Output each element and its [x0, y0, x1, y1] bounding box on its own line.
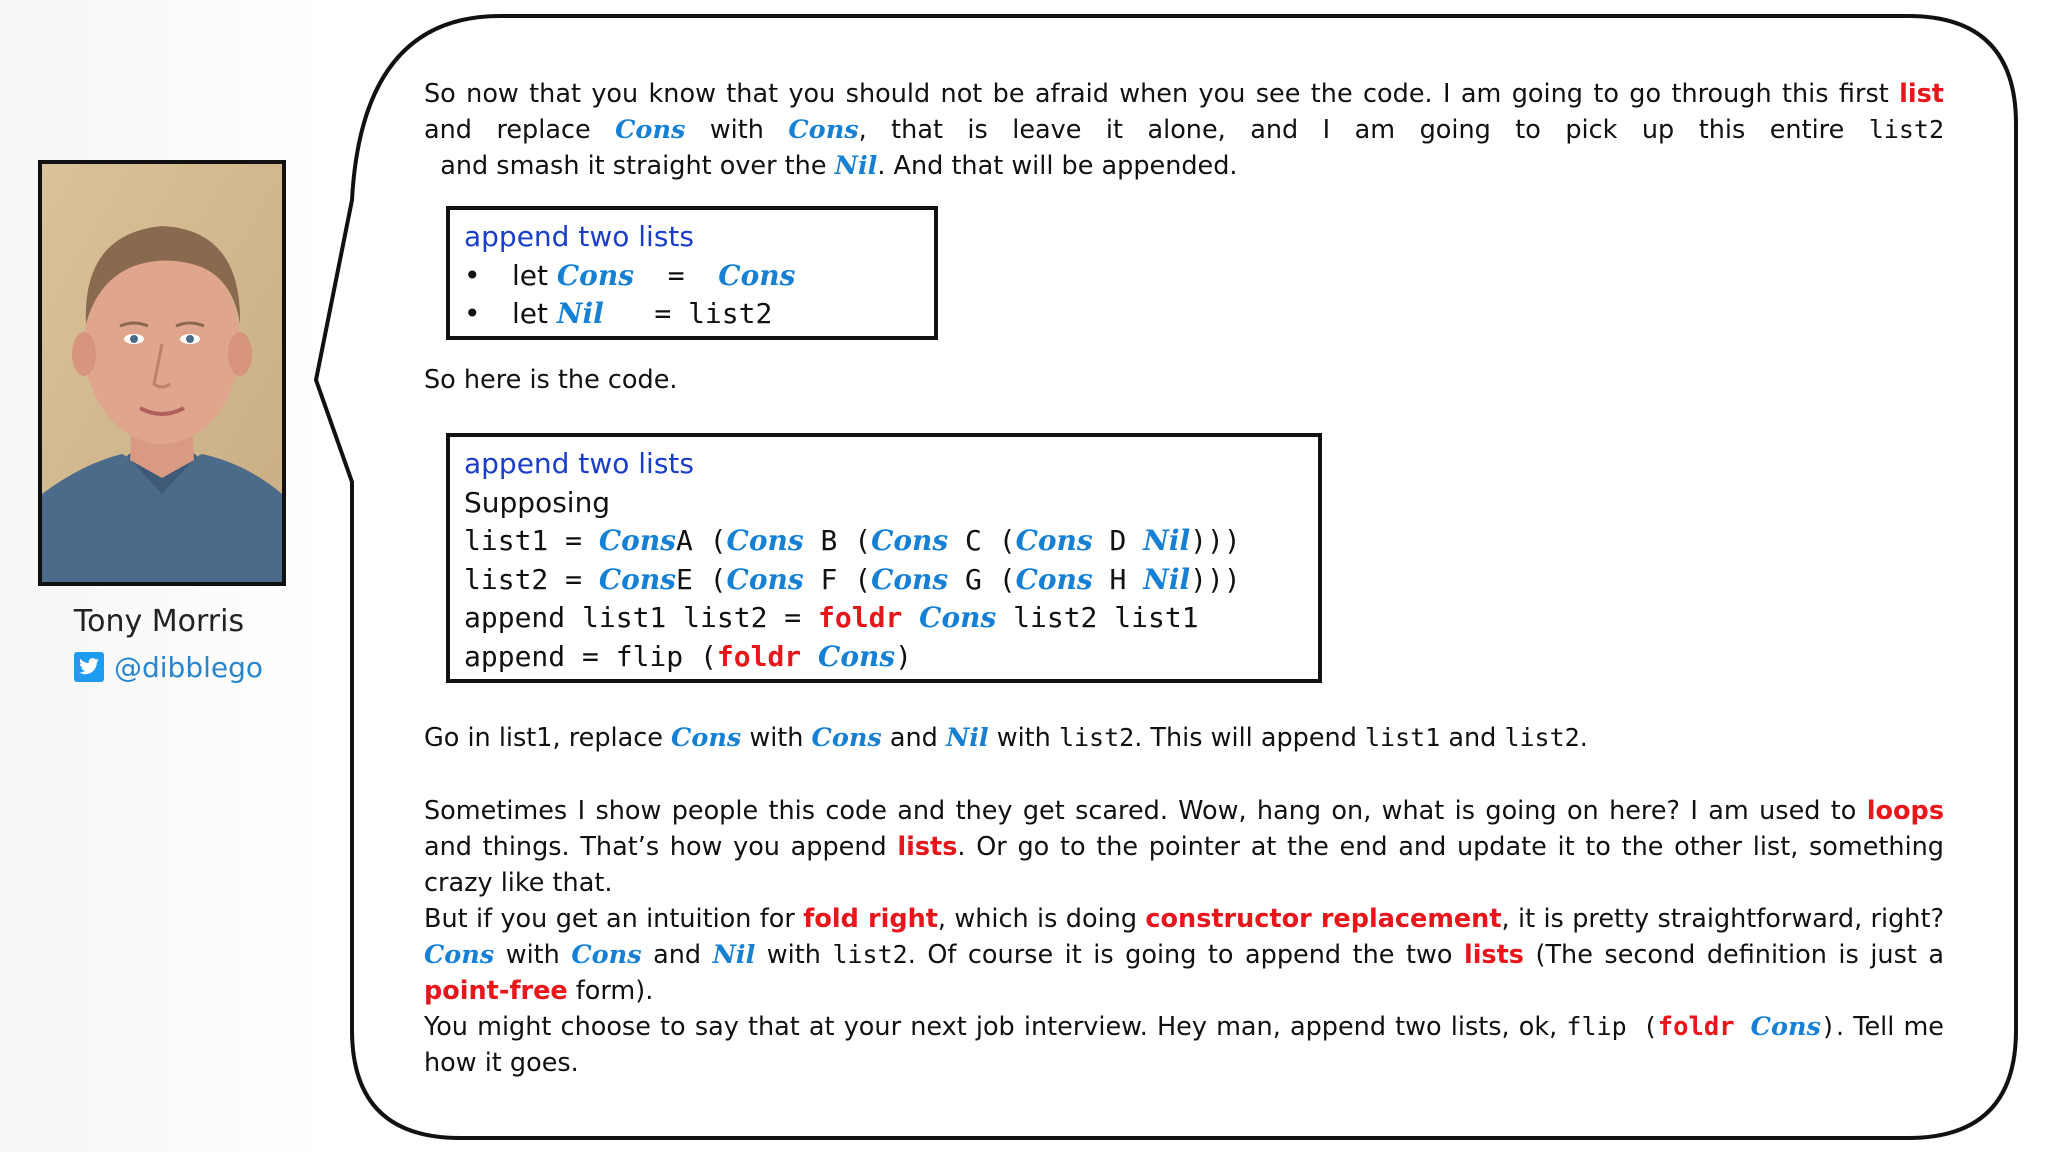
author-photo: [38, 160, 286, 586]
code-line-list1: list1 = ConsA (Cons B (Cons C (Cons D Nil))): [464, 524, 1241, 557]
code-list2: list2: [1868, 115, 1944, 144]
nil-term: Nil: [834, 151, 878, 181]
code-intro-text: So here is the code.: [424, 365, 678, 395]
bullet-row-cons: • let Cons = Cons: [464, 258, 796, 292]
append-code-box: [446, 433, 1322, 683]
supposing-label: Supposing: [464, 485, 611, 519]
author-name: Tony Morris: [73, 604, 245, 639]
cons-term: Cons: [788, 115, 859, 145]
box-title: append two lists: [464, 220, 694, 253]
paragraph-interview: You might choose to say that at your next job interview. Hey man, append two lists, ok, flip (foldr Cons). Tell me how it goes.: [424, 1012, 1944, 1078]
highlight-list: list: [1899, 79, 1944, 109]
twitter-bird-icon: [74, 652, 104, 682]
code-line-list2: list2 = ConsE (Cons F (Cons G (Cons H Nil))): [464, 562, 1241, 596]
append-summary-box: [446, 206, 938, 340]
bullet-row-nil: • let Nil = list2: [464, 297, 773, 330]
twitter-handle-link[interactable]: [74, 650, 263, 684]
paragraph-scared: Sometimes I show people this code and they get scared. Wow, hang on, what is going on here? I am used to loops and things. That’s how you append lists. Or go to the pointer at the end and update it to the other list, something crazy like that.: [424, 796, 1944, 898]
intro-paragraph: So now that you know that you should not be afraid when you see the code. I am going to go through this first list and replace Cons with Cons, that is leave it alone, and I am going to pick up this entire list2 and smash it straight over the Nil. And that will be appended.: [424, 79, 1944, 181]
paragraph-replace: Go in list1, replace Cons with Cons and Nil with list2. This will append list1 and list2.: [424, 723, 1588, 753]
cons-term: Cons: [615, 115, 686, 145]
code-line-append-foldr: append list1 list2 = foldr Cons list2 list1: [464, 601, 1199, 634]
handle-text: @dibblego: [114, 650, 264, 684]
paragraph-fold-right: But if you get an intuition for fold right, which is doing constructor replacement, it is pretty straightforward, right? Cons with Cons and Nil with list2. Of course it is going to append the two lists (The second definition is just a point-free form).: [424, 904, 1945, 1006]
code-line-append-pointfree: append = flip (foldr Cons): [464, 639, 912, 673]
box-title: append two lists: [464, 447, 694, 480]
